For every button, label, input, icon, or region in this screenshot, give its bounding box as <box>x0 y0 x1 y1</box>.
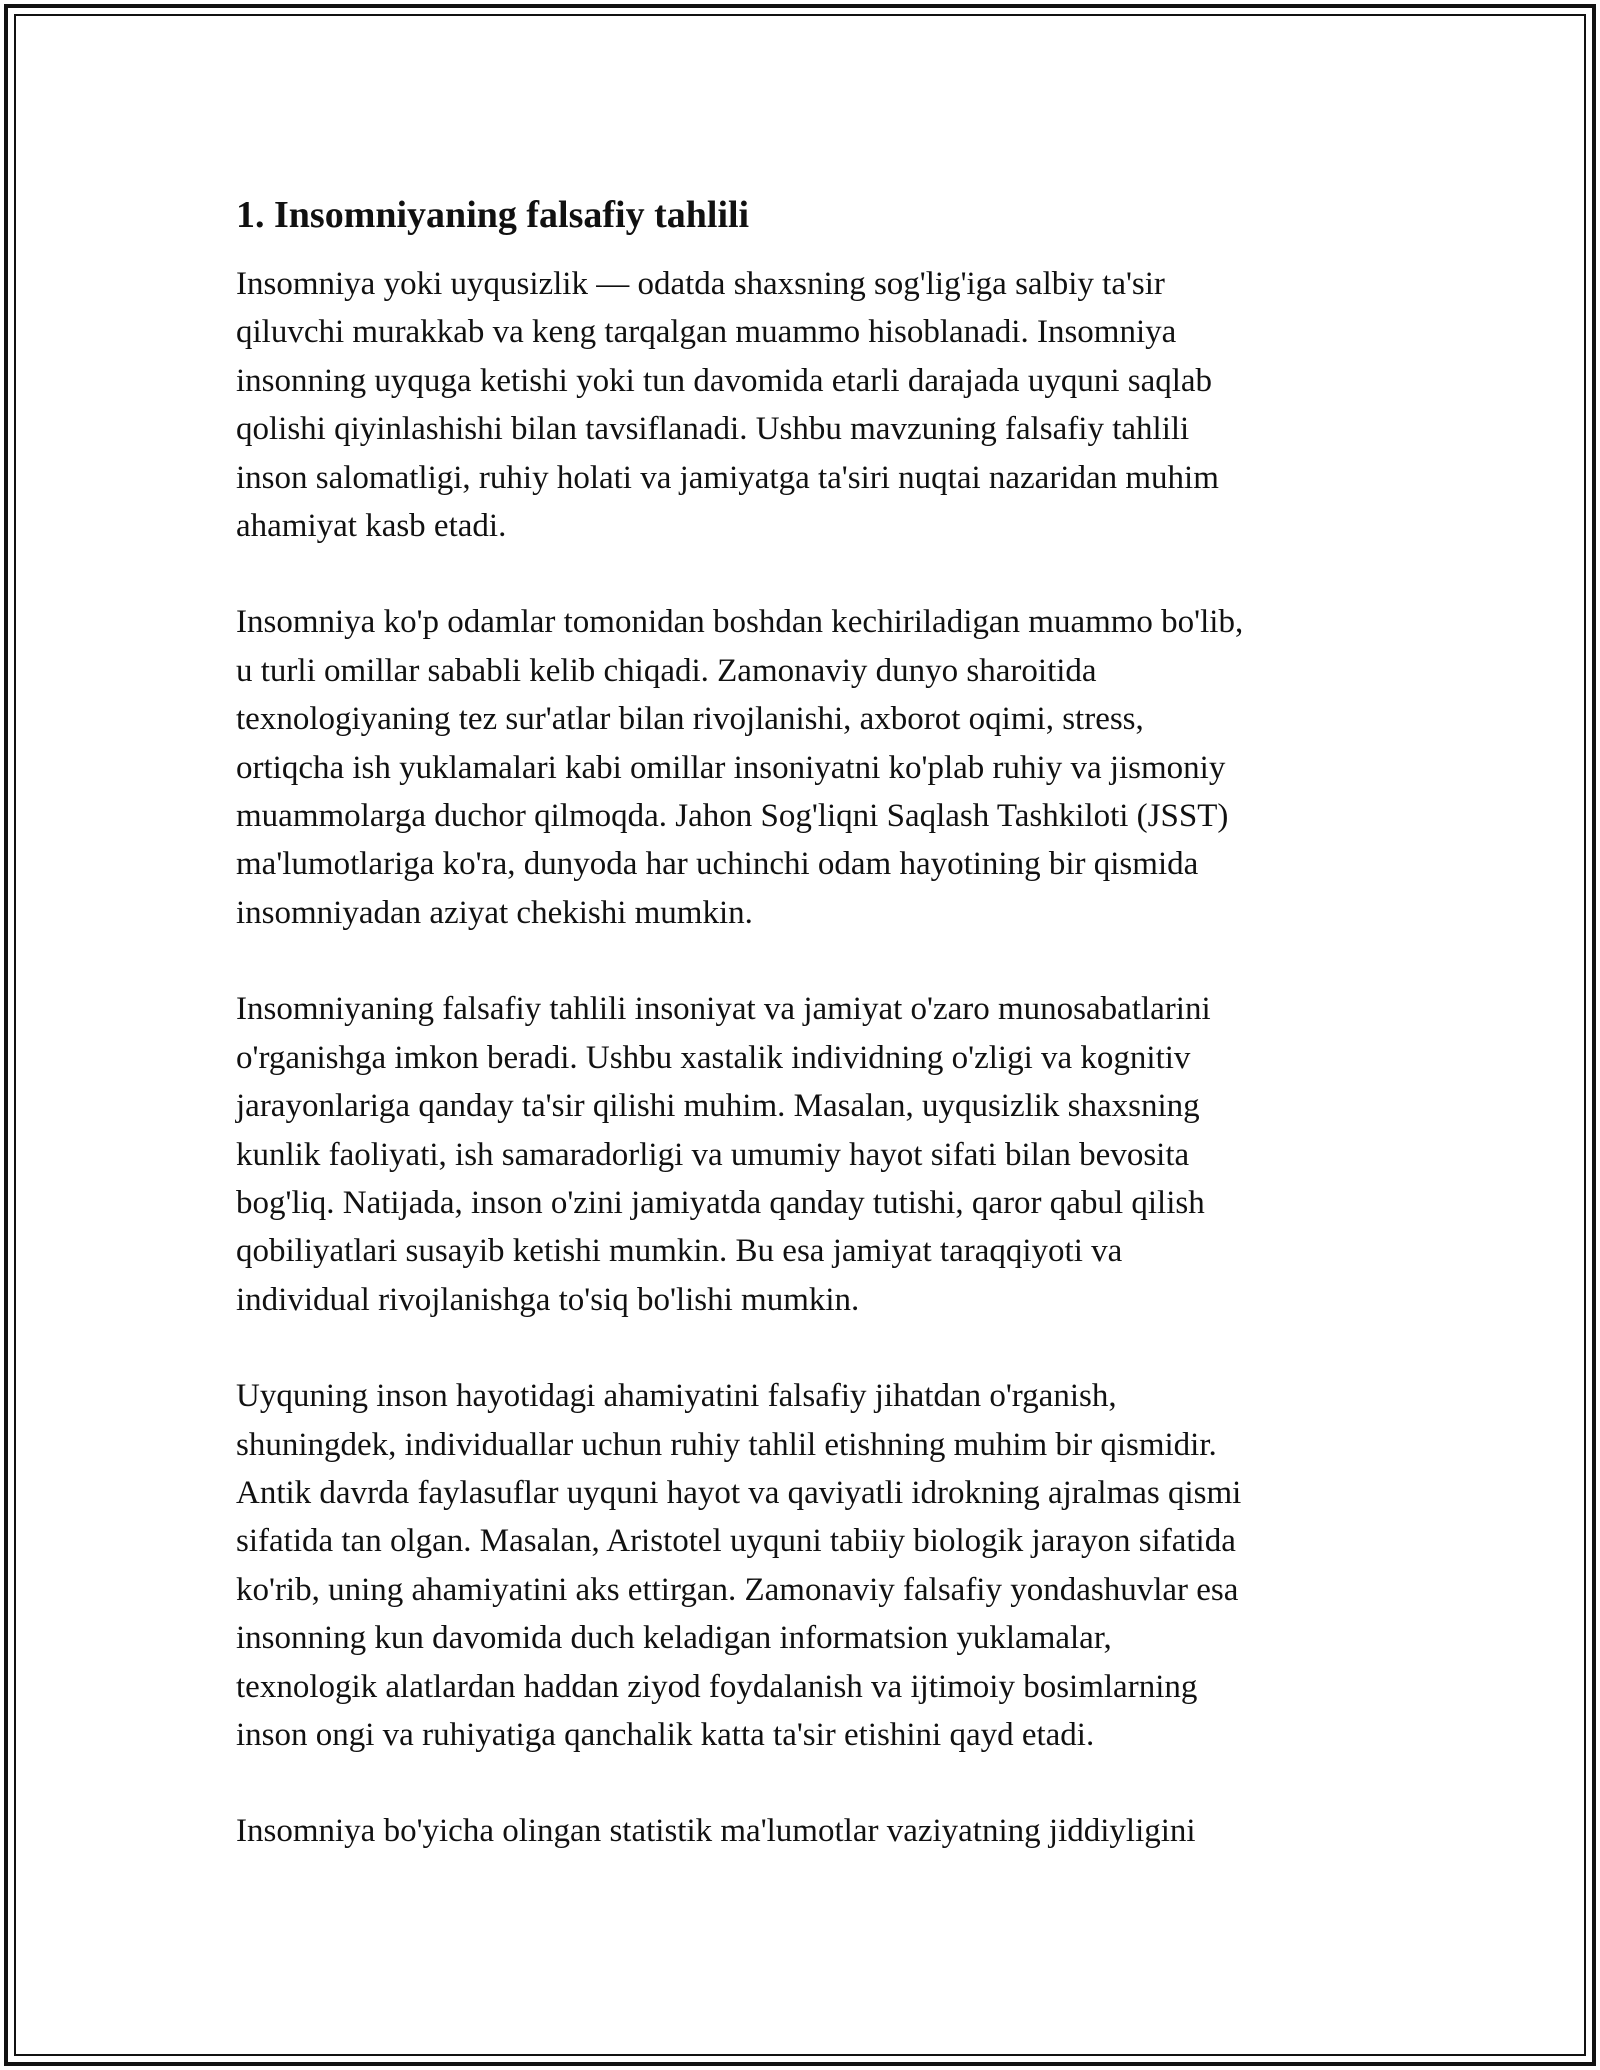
paragraph <box>236 260 1366 550</box>
text-line: Uyquning inson hayotidagi ahamiyatini falsafiy jihatdan o'rganish, <box>236 1378 1117 1415</box>
paragraph <box>236 1807 1366 1855</box>
text-line: Insomniya ko'p odamlar tomonidan boshdan kechiriladigan muammo bo'lib, <box>236 604 1244 641</box>
text-line: bog'liq. Natijada, inson o'zini jamiyatda qanday tutishi, qaror qabul qilish <box>236 1184 1205 1221</box>
text-line: qiluvchi murakkab va keng tarqalgan muammo hisoblanadi. Insomniya <box>236 314 1177 351</box>
text-line: individual rivojlanishga to'siq bo'lishi mumkin. <box>236 1281 860 1318</box>
paragraph <box>236 598 1366 937</box>
text-line: insonning kun davomida duch keladigan informatsion yuklamalar, <box>236 1620 1112 1657</box>
section-heading: 1. Insomniyaning falsafiy tahlili <box>236 194 750 236</box>
text-line: insonning uyquga ketishi yoki tun davomida etarli darajada uyquni saqlab <box>236 362 1213 399</box>
text-line: inson salomatligi, ruhiy holati va jamiyatga ta'siri nuqtai nazaridan muhim <box>236 459 1219 496</box>
text-line: o'rganishga imkon beradi. Ushbu xastalik individning o'zligi va kognitiv <box>236 1039 1191 1076</box>
text-line: Antik davrda faylasuflar uyquni hayot va qaviyatli idrokning ajralmas qismi <box>236 1474 1242 1511</box>
text-line: ortiqcha ish yuklamalari kabi omillar insoniyatni ko'plab ruhiy va jismoniy <box>236 749 1226 786</box>
text-line: texnologik alatlardan haddan ziyod foydalanish va ijtimoiy bosimlarning <box>236 1668 1198 1705</box>
document-body <box>236 190 1366 1856</box>
text-line: Insomniya bo'yicha olingan statistik ma'lumotlar vaziyatning jiddiyligini <box>236 1813 1196 1850</box>
text-line: muammolarga duchor qilmoqda. Jahon Sog'liqni Saqlash Tashkiloti (JSST) <box>236 798 1229 835</box>
text-line: texnologiyaning tez sur'atlar bilan rivojlanishi, axborot oqimi, stress, <box>236 701 1144 738</box>
text-line: u turli omillar sababli kelib chiqadi. Zamonaviy dunyo sharoitida <box>236 652 1097 689</box>
text-line: qolishi qiyinlashishi bilan tavsiflanadi. Ushbu mavzuning falsafiy tahlili <box>236 411 1190 448</box>
paragraph <box>236 985 1366 1324</box>
text-line: ko'rib, uning ahamiyatini aks ettirgan. Zamonaviy falsafiy yondashuvlar esa <box>236 1571 1239 1608</box>
text-line: Insomniya yoki uyqusizlik — odatda shaxsning sog'lig'iga salbiy ta'sir <box>236 266 1165 302</box>
text-line: jarayonlariga qanday ta'sir qilishi muhim. Masalan, uyqusizlik shaxsning <box>236 1088 1200 1125</box>
paragraph <box>236 1372 1366 1759</box>
text-line: kunlik faoliyati, ish samaradorligi va umumiy hayot sifati bilan bevosita <box>236 1136 1190 1173</box>
text-line: qobiliyatlari susayib ketishi mumkin. Bu esa jamiyat taraqqiyoti va <box>236 1233 1123 1270</box>
text-line: ma'lumotlariga ko'ra, dunyoda har uchinchi odam hayotining bir qismida <box>236 846 1199 883</box>
text-line: shuningdek, individuallar uchun ruhiy tahlil etishning muhim bir qismidir. <box>236 1426 1217 1463</box>
text-line: insomniyadan aziyat chekishi mumkin. <box>236 894 753 931</box>
text-line: sifatida tan olgan. Masalan, Aristotel uyquni tabiiy biologik jarayon sifatida <box>236 1523 1236 1560</box>
text-line: ahamiyat kasb etadi. <box>236 508 507 545</box>
text-line: Insomniyaning falsafiy tahlili insoniyat va jamiyat o'zaro munosabatlarini <box>236 991 1211 1028</box>
text-line: inson ongi va ruhiyatiga qanchalik katta ta'sir etishini qayd etadi. <box>236 1716 1095 1753</box>
